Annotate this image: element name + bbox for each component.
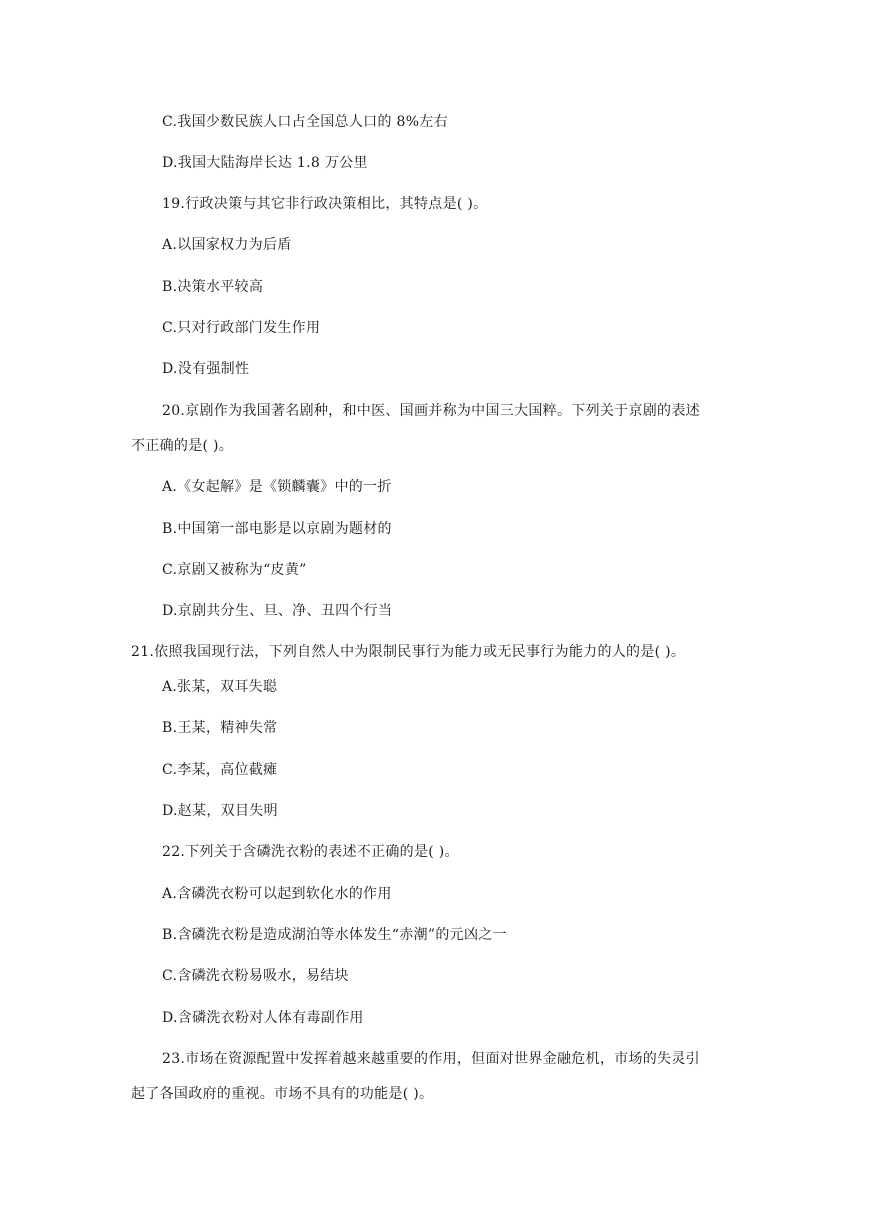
option-d-q20: D.京剧共分生、旦、净、丑四个行当	[162, 603, 393, 619]
option-a-q21: A.张某，双耳失聪	[162, 679, 278, 695]
question-23: 23.市场在资源配置中发挥着越来越重要的作用，但面对世界金融危机，市场的失灵引	[162, 1051, 700, 1067]
option-b-q21: B.王某，精神失常	[162, 720, 278, 736]
option-b-q22: B.含磷洗衣粉是造成湖泊等水体发生“赤潮”的元凶之一	[162, 927, 507, 943]
option-b-q20: B.中国第一部电影是以京剧为题材的	[162, 521, 392, 537]
option-d-q22: D.含磷洗衣粉对人体有毒副作用	[162, 1010, 364, 1026]
option-a-q22: A.含磷洗衣粉可以起到软化水的作用	[162, 886, 392, 902]
option-c-q22: C.含磷洗衣粉易吸水，易结块	[162, 968, 349, 984]
option-a-q19: A.以国家权力为后盾	[162, 237, 292, 253]
question-19: 19.行政决策与其它非行政决策相比，其特点是( )。	[162, 196, 488, 212]
option-d-q19: D.没有强制性	[162, 361, 250, 377]
question-22: 22.下列关于含磷洗衣粉的表述不正确的是( )。	[162, 844, 459, 860]
question-23-continued: 起了各国政府的重视。市场不具有的功能是( )。	[131, 1086, 434, 1102]
option-c-q21: C.李某，高位截瘫	[162, 762, 278, 778]
option-c-q20: C.京剧又被称为“皮黄”	[162, 562, 307, 578]
option-c-q19: C.只对行政部门发生作用	[162, 320, 321, 336]
option-d-q21: D.赵某，双目失明	[162, 803, 278, 819]
option-c-q18: C.我国少数民族人口占全国总人口的 8%左右	[162, 114, 448, 130]
question-21: 21.依照我国现行法，下列自然人中为限制民事行为能力或无民事行为能力的人的是( )。	[131, 644, 686, 660]
question-20: 20.京剧作为我国著名剧种，和中医、国画并称为中国三大国粹。下列关于京剧的表述	[162, 403, 700, 419]
option-d-q18: D.我国大陆海岸长达 1.8 万公里	[162, 155, 368, 171]
question-20-continued: 不正确的是( )。	[131, 438, 234, 454]
option-b-q19: B.决策水平较高	[162, 279, 264, 295]
option-a-q20: A.《女起解》是《锁麟囊》中的一折	[162, 479, 392, 495]
